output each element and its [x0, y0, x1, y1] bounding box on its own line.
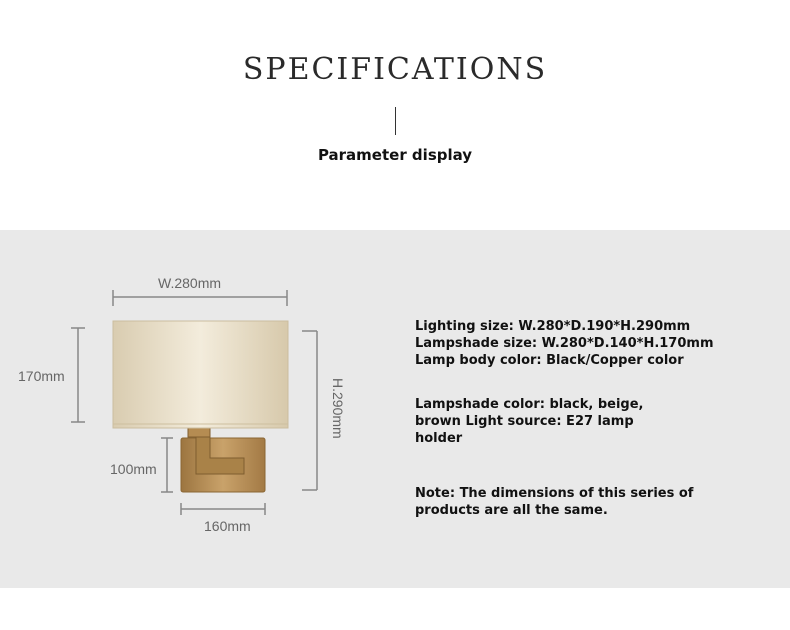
spec-block-colors	[415, 396, 643, 447]
page-title: SPECIFICATIONS	[242, 52, 548, 87]
spec-block-note	[415, 485, 693, 519]
spec-lighting-size: Lighting size: W.280*D.190*H.290mm	[415, 319, 691, 334]
spec-light-source: brown Light source: E27 lamp	[415, 414, 634, 429]
base-width-label: 160mm	[204, 518, 251, 534]
spec-shade-color: Lampshade color: black, beige,	[415, 397, 644, 412]
page-subtitle: Parameter display	[317, 146, 473, 164]
total-height-label: H.290mm	[330, 378, 346, 439]
shade-height-label: 170mm	[18, 368, 65, 384]
shade-height-dimension-line	[71, 328, 85, 422]
spec-body-color: Lamp body color: Black/Copper color	[415, 353, 684, 368]
spec-lamp-holder: holder	[415, 431, 463, 446]
lamp-shade	[113, 321, 288, 428]
title-divider	[395, 107, 396, 135]
width-label: W.280mm	[158, 275, 222, 291]
total-height-dimension-line	[302, 331, 317, 490]
spec-note-line2: products are all the same.	[415, 503, 608, 518]
base-width-dimension-line	[181, 503, 265, 515]
width-dimension-line	[113, 290, 287, 306]
base-height-label: 100mm	[110, 461, 157, 477]
base-height-dimension-line	[161, 438, 173, 492]
spec-block-sizes	[415, 318, 714, 369]
spec-lampshade-size: Lampshade size: W.280*D.140*H.170mm	[415, 336, 714, 351]
spec-note-line1: Note: The dimensions of this series of	[415, 486, 694, 501]
